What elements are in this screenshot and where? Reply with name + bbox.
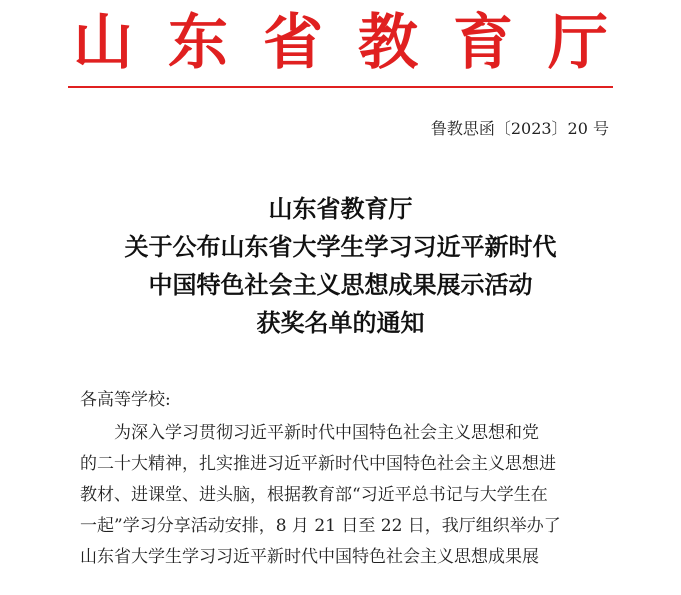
title-line: 关于公布山东省大学生学习习近平新时代 <box>124 233 557 261</box>
masthead-char: 山 <box>73 8 133 78</box>
title-line: 获奖名单的通知 <box>256 309 425 337</box>
masthead-char: 东 <box>168 8 228 78</box>
body-line: 一起”学习分享活动安排，8 月 21 日至 22 日，我厅组织举办了 <box>80 516 561 536</box>
document-title <box>68 190 613 342</box>
masthead-title <box>68 8 613 78</box>
salutation: 各高等学校: <box>80 390 171 410</box>
body-line: 的二十大精神，扎实推进习近平新时代中国特色社会主义思想进 <box>80 454 556 474</box>
masthead-divider <box>68 86 613 88</box>
body-line: 为深入学习贯彻习近平新时代中国特色社会主义思想和党 <box>114 423 539 443</box>
masthead-char: 厅 <box>548 8 608 78</box>
masthead-char: 教 <box>358 8 418 78</box>
body-line: 山东省大学生学习习近平新时代中国特色社会主义思想成果展 <box>80 547 539 567</box>
body-line: 教材、进课堂、进头脑，根据教育部“习近平总书记与大学生在 <box>80 485 548 505</box>
title-line: 中国特色社会主义思想成果展示活动 <box>148 271 533 299</box>
masthead-char: 育 <box>453 8 513 78</box>
body-paragraph <box>80 418 620 573</box>
title-line: 山东省教育厅 <box>268 195 413 223</box>
masthead-char: 省 <box>263 8 323 78</box>
document-number: 鲁教思函〔2023〕20 号 <box>430 119 609 138</box>
